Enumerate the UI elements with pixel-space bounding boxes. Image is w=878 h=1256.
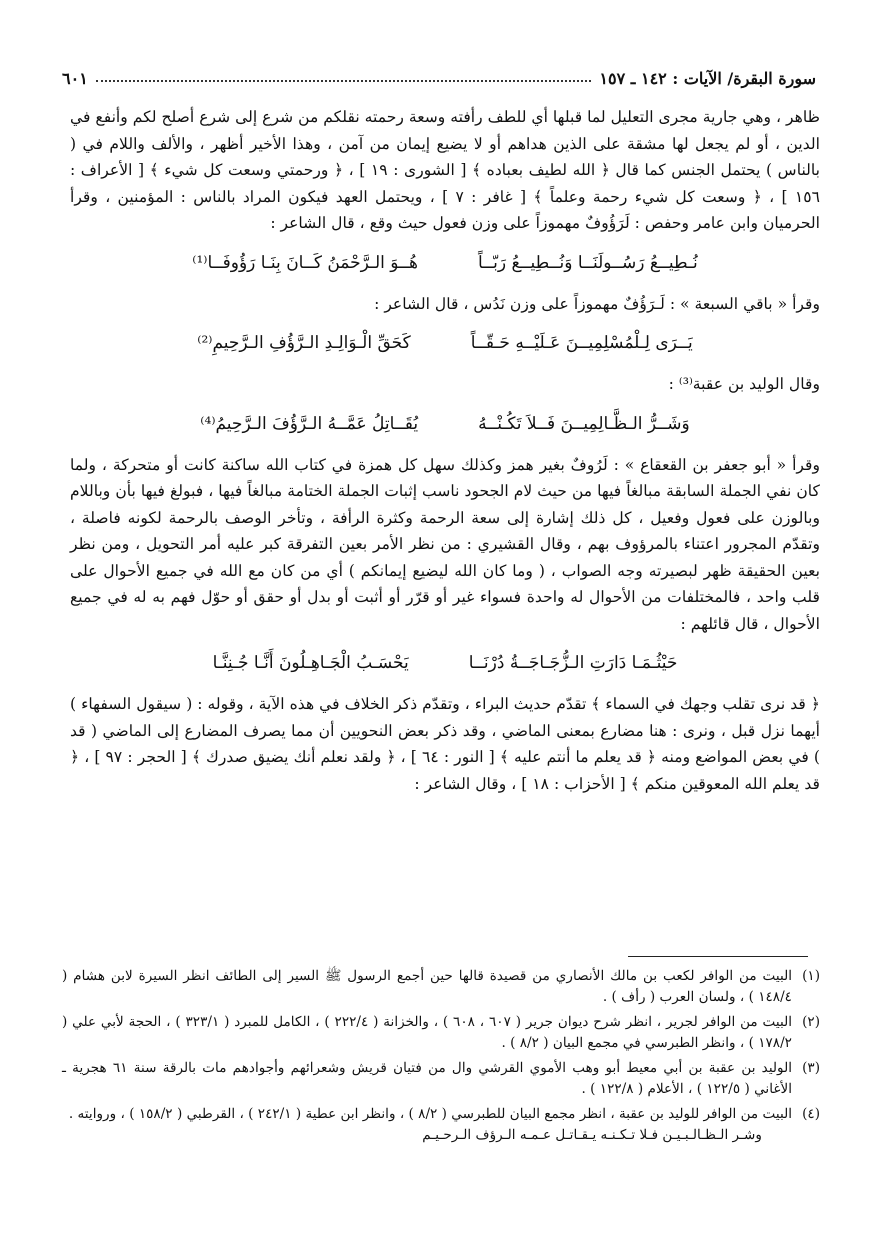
paragraph-1: ظاهر ، وهي جارية مجرى التعليل لما قبلها أي للطف رأفته وسعة رحمته نقلكم من شرع إلى شرع أصلح لكم وأنفع في الدين ، أو لم يجعل لها مشقة على الذين هداهم أو لا يضيع إيمان من آمن ، وهذا الأخير أظهر ، والألف واللام في ( بالناس ) يحتمل الجنس كما قال ﴿ الله لطيف بعباده ﴾ [ الشورى : ١٩ ] ، ﴿ ورحمتي وسعت كل شيء ﴾ [ الأعراف : ١٥٦ ] ، ﴿ وسعت كل شيء رحمة وعلماً ﴾ [ غافر : ٧ ] ، ويحتمل العهد فيكون المراد بالناس : المؤمنين ، وقرأ الحرميان وابن عامر وحفص : لَرَؤُوفٌ مهموزاً على وزن فعول حيث وقع ، قال الشاعر : [70, 108, 821, 232]
verse-1-first-hemistich: نُـطِيــعُ رَسُــولَنَــا وَنُــطِيــعُ رَبّــاً [477, 252, 698, 273]
footnote-verse: وشـر الـظـالـبـيـن فـلا تـكـنـه يـقـاتـل عـمـه الـرؤف الـرحـيـم [422, 1127, 762, 1143]
paragraph-5: ﴿ قد نرى تقلب وجهك في السماء ﴾ تقدّم حديث البراء ، وتقدّم ذكر الخلاف في هذه الآية ، وقوله : ( سيقول السفهاء ) أيهما نزل قبل ، ونرى : هنا مضارع بمعنى الماضي ، وقد ذكر بعض النحويين أن مما يصرف المضارع إلى الماضي ( قد ) في بعض المواضع ومنه ﴿ قد يعلم ما أنتم عليه ﴾ [ النور : ٦٤ ] ، ﴿ ولقد نعلم أنك يضيق صدرك ﴾ [ الحجر : ٩٧ ] ، ﴿ قد يعلم الله المعوقين منكم ﴾ [ الأحزاب : ١٨ ] ، وقال الشاعر : [70, 695, 820, 793]
footnote-2 [62, 1012, 820, 1054]
verse-2-first-hemistich: يَــرَى لِـلْمُسْلِمِيــنَ عَـلَيْــهِ حَـقّــاً [470, 333, 693, 353]
paragraph-4: وقرأ « أبو جعفر بن القعقاع » : لَرُوفٌ بغير همز وكذلك سهل كل همزة في كتاب الله ساكنة كانت أو متحركة ، ولما كان نفي الجملة السابقة مبالغاً فيها من حيث لام الجحود ناسب إثبات الجملة الختامة مبالغاً فيها ، فبولغ فيها بأن وباللام وبالوزن على فعول وفعيل ، كل ذلك إشارة إلى سعة الرحمة وكثرة الرأفة ، وتأخر الوصف بالرحمة لكونه فاصلة ، وتقدّم المجرور اعتناء بالمرؤوف بهم ، وقال القشيري : من نظر الأمر بعين التفرقة كبر عليه أمر التحويل ، ومن نظر بعين الحقيقة ظهر لبصيرته وجه الصواب ، ( وما كان الله ليضيع إيمانكم ) أي من كان مع الله في جميع الأحوال على قلب واحد ، فالمختلفات من الأحوال له واحدة فسواء غير أو قرّر أو أثبت أو بدل أو حقق أو حوّل فهم به له في جميع الأحوال ، قال قائلهم : [70, 455, 820, 633]
footnote-text: البيت من الوافر لكعب بن مالك الأنصاري من قصيدة قالها حين أجمع الرسول ﷺ السير إلى الطائف انظر السيرة لابن هشام ( ١٤٨/٤ ) ، ولسان العرب ( رأف ) . [62, 968, 792, 1005]
footnote-text: البيت من الوافر لجرير ، انظر شرح ديوان جرير ( ٦٠٧ ، ٦٠٨ ) ، والخزانة ( ٢٢٢/٤ ) ، الكامل للمبرد ( ٣٢٣/١ ) ، الحجة لأبي علي ( ١٧٨/٢ ) ، وانظر الطبرسي في مجمع البيان ( ٨/٢ ) . [62, 1014, 792, 1051]
verse-4 [70, 647, 820, 679]
verse-2 [70, 327, 820, 359]
footnote-text: البيت من الوافر للوليد بن عقبة ، انظر مجمع البيان للطبرسي ( ٨/٢ ) ، وانظر ابن عطية ( ٢٤٢/١ ) ، القرطبي ( ١٥٨/٢ ) ، وروايته . [68, 1106, 792, 1122]
footnote-number: (٢) [802, 1014, 820, 1030]
footnote-4 [62, 1104, 820, 1146]
footnote-number: (١) [802, 968, 820, 984]
main-text [70, 104, 820, 801]
footnote-separator [628, 956, 808, 957]
header-title: سورة البقرة/ الآيات : ١٤٢ ـ ١٥٧ [599, 69, 816, 88]
page-number: ٦٠١ [62, 69, 88, 88]
footnotes [62, 966, 820, 1150]
dotted-leader [96, 80, 592, 82]
verse-4-first-hemistich: حَيْثُـمَـا دَارَتِ الـزُّجَـاجَــةُ دُرْنَــا [468, 653, 678, 673]
verse-4-second-hemistich: يَحْسَـبُ الْجَـاهِـلُونَ أَنَّـا جُـنِنَّـا [212, 653, 409, 673]
footnote-3 [62, 1058, 820, 1100]
verse-2-second-hemistich: كَحَقِّ الْـوَالِـدِ الـرَّؤُفِ الـرَّحِيمِ⁽²⁾ [197, 333, 411, 353]
verse-3-first-hemistich: وَشَــرُّ الـظَّـالِمِيــنَ فَــلاَ تَكُـنْــهُ [478, 413, 690, 434]
running-header [62, 62, 816, 88]
verse-3-second-hemistich: يُقَــاتِلُ عَمَّــهُ الـرَّؤُفَ الـرَّحِيمُ⁽⁴⁾ [200, 413, 419, 434]
paragraph-2: وقرأ « باقي السبعة » : لَـرَؤُفٌ مهموزاً على وزن نَدُس ، قال الشاعر : [374, 294, 820, 313]
verse-1-second-hemistich: هُــوَ الـرَّحْمَنُ كَــانَ بِنَـا رَؤُوفَــا⁽¹⁾ [192, 252, 418, 273]
verse-3 [70, 408, 820, 440]
paragraph-3: وقال الوليد بن عقبة⁽³⁾ : [668, 375, 820, 393]
footnote-body [62, 1104, 792, 1146]
verse-1 [70, 247, 820, 279]
footnote-1 [62, 966, 820, 1008]
footnote-text: الوليد بن عقبة بن أبي معيط أبو وهب الأموي القرشي وال من فتيان قريش وشعرائهم وأجوادهم مات بالرقة سنة ٦١ هجرية ـ الأغاني ( ١٢٢/٥ ) ، الأعلام ( ١٢٢/٨ ) . [62, 1060, 793, 1097]
footnote-number: (٤) [802, 1106, 820, 1122]
footnote-number: (٣) [802, 1060, 820, 1076]
